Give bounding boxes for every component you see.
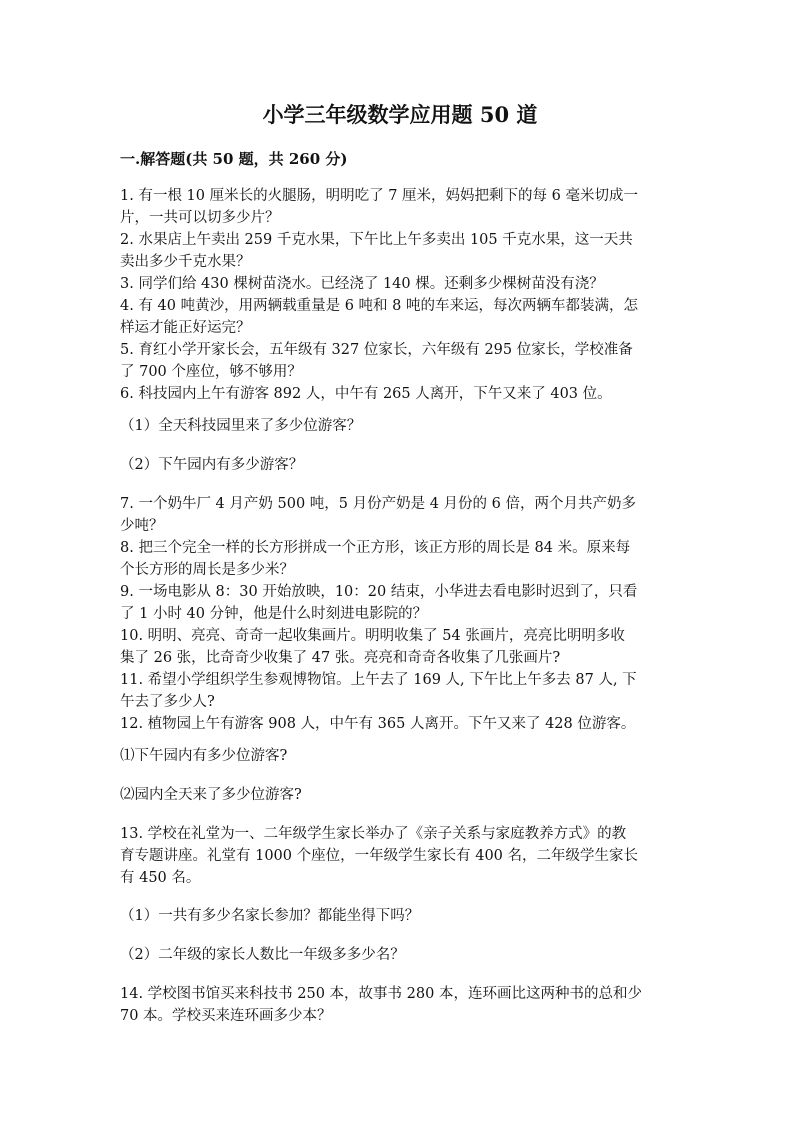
text-line: 卖出多少千克水果？ <box>120 254 251 270</box>
text-line: 了 700 个座位，够不够用？ <box>120 364 302 380</box>
text-line: 6. 科技园内上午有游客 892 人，中午有 265 人离开，下午又来了 403 位。 <box>120 386 612 402</box>
section-header: 一.解答题(共 50 题，共 260 分) <box>120 150 348 168</box>
text-line: 有 450 名。 <box>120 870 201 886</box>
sub-question: （1）全天科技园里来了多少位游客？ <box>120 418 362 434</box>
text-line: 了 1 小时 40 分钟，他是什么时刻进电影院的？ <box>120 606 428 622</box>
text-line: 午去了多少人? <box>120 694 215 710</box>
text-line: 14. 学校图书馆买来科技书 250 本，故事书 280 本，连环画比这两种书的总和少 <box>120 986 642 1002</box>
text-line: 4. 有 40 吨黄沙，用两辆载重量是 6 吨和 8 吨的车来运，每次两辆车都装满，怎 <box>120 298 638 314</box>
text-line: 12. 植物园上午有游客 908 人，中午有 365 人离开。下午又来了 428 位游客。 <box>120 716 636 732</box>
text-line: 10. 明明、亮亮、奇奇一起收集画片。明明收集了 54 张画片，亮亮比明明多收 <box>120 628 625 644</box>
text-line: 少吨？ <box>120 518 164 534</box>
sub-question: （1）一共有多少名家长参加？都能坐得下吗？ <box>120 908 420 924</box>
text-line: 1. 有一根 10 厘米长的火腿肠，明明吃了 7 厘米，妈妈把剩下的每 6 毫米切成一 <box>120 188 638 204</box>
page-title: 小学三年级数学应用题 50 道 <box>262 102 538 127</box>
text-line: 13. 学校在礼堂为一、二年级学生家长举办了《亲子关系与家庭教养方式》的教 <box>120 826 627 842</box>
text-line: 样运才能正好运完？ <box>120 320 251 336</box>
sub-question: ⑴下午园内有多少位游客? <box>120 748 288 764</box>
sub-question: （2）下午园内有多少游客？ <box>120 457 304 473</box>
text-line: 5. 育红小学开家长会，五年级有 327 位家长，六年级有 295 位家长，学校准备 <box>120 342 633 358</box>
sub-question: （2）二年级的家长人数比一年级多多少名？ <box>120 947 405 963</box>
text-line: 11. 希望小学组织学生参观博物馆。上午去了 169 人, 下午比上午多去 87 人, 下 <box>120 672 637 688</box>
text-line: 9. 一场电影从 8：30 开始放映，10：20 结束，小华进去看电影时迟到了，只看 <box>120 584 638 600</box>
sub-question: ⑵园内全天来了多少位游客? <box>120 787 302 803</box>
text-line: 集了 26 张，比奇奇少收集了 47 张。亮亮和奇奇各收集了几张画片? <box>120 650 561 666</box>
text-line: 3. 同学们给 430 棵树苗浇水。已经浇了 140 棵。还剩多少棵树苗没有浇？ <box>120 276 604 292</box>
text-line: 个长方形的周长是多少米？ <box>120 562 294 578</box>
text-line: 2. 水果店上午卖出 259 千克水果，下午比上午多卖出 105 千克水果，这一天共 <box>120 232 633 248</box>
text-line: 8. 把三个完全一样的长方形拼成一个正方形，该正方形的周长是 84 米。原来每 <box>120 540 631 556</box>
text-line: 片，一共可以切多少片？ <box>120 210 280 226</box>
text-line: 70 本。学校买来连环画多少本？ <box>120 1008 332 1024</box>
text-line: 育专题讲座。礼堂有 1000 个座位，一年级学生家长有 400 名，二年级学生家长 <box>120 848 639 864</box>
text-line: 7. 一个奶牛厂 4 月产奶 500 吨，5 月份产奶是 4 月份的 6 倍，两个月共产奶多 <box>120 496 637 512</box>
